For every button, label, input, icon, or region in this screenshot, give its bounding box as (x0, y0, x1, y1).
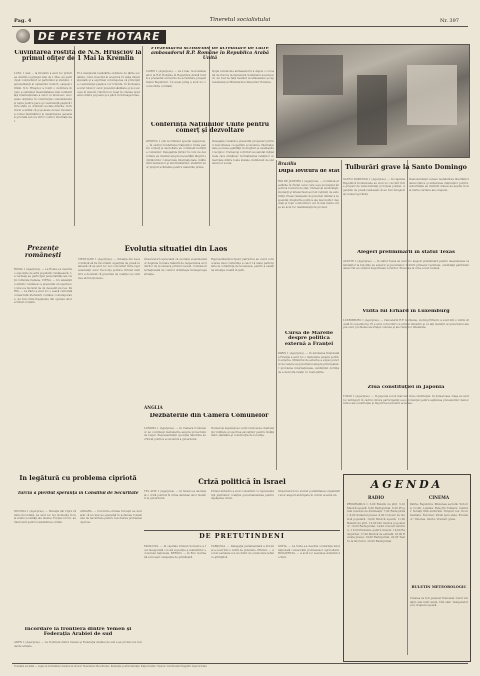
agenda-cinema-list: Patria, Republica: Misiunea secretă. Victoria: Codin. Lumina: Fata din Yonkers. Central: Soldaţi fără uniformă. Timpuri noi: Documentare. Feroviar: Drum spre stele. Excelsior: Tăcerea. Gloria: Vremuri grele. (410, 503, 468, 521)
article-body: MOSCOVA. — În capitala Uniunii Sovietice a fost inaugurată o nouă expoziţie a realizărilor economiei naţionale. BERLIN. — În R.D. Germană a început campania de primăvară. (144, 545, 206, 560)
article-headline: Vizita lui Erhard în Luxemburg (362, 309, 450, 314)
article-body: VIENTIANE 1 (Agerpres). — Situaţia din Laos continuă să fie încordată. Agenţiile de presă relatează că au avut loc noi convorbiri între reprezentanţii celor trei forţe politice. Primul ministru a declarat că guvernul de coaliţie va continua să funcţioneze. (78, 258, 140, 280)
article-body: VARŞOVIA. — Delegaţia parlamentară a Poloniei a sosit într-o vizită de prietenie. PRAGA. — Au fost semnate noi acorduri de colaborare tehnico-ştiinţifică. (211, 545, 274, 560)
article-body: TEL AVIV 1 (Agerpres). — În Israel s-a declanşat o criză politică în urma demisiei unor membri ai guvernului. (144, 490, 206, 501)
article-body: ROMA 1 (Agerpres). — La Roma s-a deschis o expoziţie de artă populară românească. La vernisaj au participat personalităţi ale vieţii culturale italiene. VIENA. — Un ansamblu artistic românesc a prezentat un spectacol care s-a bucurat de un deosebit succes. PARIS. — La Paris a avut loc o seară culturală consacrată literaturii române contemporane. Au fost citite fragmente din operele unor scriitori români. (14, 268, 72, 305)
agenda-radio-heading: RADIO (368, 495, 384, 500)
article-body: Reprezentanţii forţelor patriotice au cerut convocarea unei conferinţe a celor 14 state participante la conferinţa de la Geneva, pentru a examina situaţia creată în ţară. (211, 258, 274, 273)
article-body: După ceremonie ambasadorul a depus o coroană de flori la monumentul Soldatului necunoscut. Au fost de faţă membri ai ambasadei şi reprezentanţi ai Ministerului Afacerilor Externe. (212, 70, 274, 85)
article-headline: Ziua constituției în Japonia (367, 385, 445, 390)
page-number: Pag. 4 (14, 18, 32, 24)
article-body: Delegaţia română a prezentat propuneri privind dezvoltarea cooperării economice internaţionale pe baza egalităţii în drepturi şi avantajului reciproc. Numeroşi vorbitori au salutat iniţiativele care urmăresc normalizarea relaţiilor comerciale dintre toate statele, indiferent de sistemul lor social. (212, 140, 274, 166)
article-headline: Tulburări grave la Santo Domingo (345, 164, 467, 171)
issue-number: Nr. 397 (440, 18, 459, 24)
article-body: AUSTIN 1 (Agerpres). — În statul Texas au avut loc alegeri preliminarii pentru desemnarea candidaţilor la funcţiile de senator şi guvernator. Potrivit primelor rezultate, candidaţii partidului democrat au obţinut majoritatea voturilor. Prezenţa la urne a fost redusă. (343, 260, 469, 271)
article-body: SOFIA. — La Sofia s-a deschis conferinţa internaţională consacrată problemelor agriculturii. BUDAPESTA. — A avut loc sesiunea Adunării de Stat. (278, 545, 340, 560)
agenda-weather-text: Vremea va fi în general frumoasă. Cerul variabil, mai mult senin. Vînt slab. Temperatura în creştere uşoară. (410, 597, 468, 608)
article-body: Primul ministru a avut consultări cu reprezentanţii partidelor coaliţiei guvernamentale pentru depăşirea crizei. (211, 490, 274, 501)
article-headline: Evoluția situației din Laos (124, 245, 228, 253)
section-banner: DE PESTE HOTARE (34, 30, 166, 44)
newspaper-name: Tineretul socialistului (209, 17, 271, 23)
article-body: LUNI, 1 mai — la Kremlin a avut loc primirea oferită cu prilejul zilei de 1 Mai. Au participat conducători ai partidului şi statului, reprezentanţi ai oamenilor muncii, oaspeţi străini. N.S. Hruşciov a rostit o cuvîntare în care a subliniat însemnătatea zilei solidarităţii internaţionale a celor ce muncesc, succesele obţinute în construcţia comunismului şi lupta pentru pace şi coexistenţă paşnică între state cu orînduiri sociale diferite. Vorbitorul a arătat că popoarele doresc încetarea cursei înarmărilor şi dezarmarea generală şi totală sub un strict control internaţional. (14, 72, 72, 124)
article-body: El a menţionat realizările obţinute de ţările socialiste, rolul crescînd al acestora în viaţa internaţională şi a exprimat convingerea că principiile coexistenţei paşnice vor triumfa. În încheiere a urat tuturor celor prezenţi sănătate şi noi succese în muncă, ridicînd un toast în cinstea prieteniei dintre popoare şi a păcii în întreaga lume. (77, 72, 140, 98)
article-body: Observatorii apreciază că evoluţia evenimentelor depinde în mare măsură de respectarea acordurilor de la Geneva privind Laosul. Comisia internaţională de control urmăreşte îndeaproape situaţia. (144, 258, 207, 276)
article-headline: După lovitura de stat (278, 169, 340, 174)
article-body: RIO DE JANEIRO 1 (Agerpres). — Continuă arestările în rîndul celor care s-au pronunţat împotriva loviturii de stat. Numeroşi sindicalişti, studenţi şi intelectuali au fost reţinuţi de autorităţi. Presa relatează că guvernul militar a suspendat drepturile politice ale mai multor deputaţi şi foşti conducători, iar în mai multe oraşe au avut loc manifestaţii de protest. (278, 180, 339, 209)
article-headline: Incordare la frontiera dintre Yemen și Federația Arabiei de sud (24, 627, 132, 638)
agenda-radio-list: PROGRAMUL I. 5,00 Buletin de ştiri. 5,10 Muzică uşoară. 6,00 Radiojurnal. 6,30 Program muzical de dimineaţă. 7,00 Radiojurnal. 8,00 Sumarul presei. 9,00 Concert de muzică populară. 10,00 Muzică uşoară. 11,00 Buletin de ştiri. 12,00 Din muzica popoarelor. 13,00 Radiojurnal. 14,00 Concert simfonic. 15,00 Emisiune pentru tineret. 16,00 Radiojurnal. 17,00 Muzică de estradă. 18,00 Revista presei. 19,00 Radiojurnal. 20,00 Teatru la microfon. 22,00 Radiojurnal. (347, 503, 405, 544)
article-body: LUXEMBURG 1 (Agerpres). — Cancelarul R.F. Germane, Ludwig Erhard, a sosit într-o vizită oficială în Luxemburg. El a avut convorbiri cu primul ministru şi cu alţi membri ai guvernului asupra unor probleme ale Pieţei comune şi ale relaţiilor bilaterale. (343, 319, 469, 330)
article-body: CAIRO 1 (Agerpres). — La 2 mai, noul ambasador al R.P. Române în Republica Arabă Unită a prezentat scrisorile de acreditare preşedintelui Republicii. Cu acest prilej a avut loc o convorbire cordială. (146, 70, 206, 88)
article-body: ADEN 1 (Agerpres). — La frontiera dintre Yemen şi Federaţia Arabiei de sud s-au produs noi incidente armate. (14, 641, 142, 648)
article-headline: Cursa de Marelie despre politica externă a Franței (284, 331, 334, 347)
article-body: SANTO DOMINGO 1 (Agerpres). — În capitala Republicii Dominicane au avut loc ciocniri între grupuri de demonstranţi şi forţele poliţiei. Agenţiile de presă relatează că au fost înregistraţi numeroşi răniţi. (343, 178, 405, 196)
globe-icon (16, 29, 30, 43)
section-heading: DE PRETUTINDENI (199, 533, 285, 540)
article-body: ANKARA. — Cercurile oficiale turceşti au declarat că nu mai au speranţă în acţiunea Consiliului de Securitate pentru rezolvarea problemei cipriote. (80, 510, 142, 525)
article-subtitle: Turcia a pierdut speranța în Consiliul de Securitate (17, 491, 139, 495)
agenda-title: AGENDĂ (370, 479, 444, 491)
news-photo (276, 44, 470, 158)
article-headline: Criză politică în Israel (198, 478, 286, 486)
agenda-weather-heading: BULETIN METEOROLOGIC (411, 585, 467, 589)
footer-imprint: Tineretul socialist — organ al Comitetului Central al Uniunii Tineretului Muncitoresc. Redacţia şi administraţia: Piaţa Scînteii. Tiparul: Combinatul Poligrafic Casa Scînteii. (14, 665, 208, 668)
article-headline: Prezențe românești (24, 245, 62, 259)
article-headline: În legătură cu problema cipriotă (19, 475, 137, 482)
article-headline: Dezbaterile din Camera Comunelor (149, 413, 269, 419)
article-kicker: Brazilia (278, 161, 297, 166)
article-body: LONDRA 1 (Agerpres). — În Camera Comunelor au continuat dezbaterile asupra proiectului de buget. Reprezentanţii opoziţiei laburiste au criticat politica economică a guvernului. (144, 427, 206, 442)
article-kicker: ANGLIA (144, 405, 163, 410)
article-body: NICOSIA 1 (Agerpres). — Situaţia din Cipru rămîne încordată. Au avut loc noi incidente în mai multe localităţi ale insulei. Forţele O.N.U. au intervenit pentru restabilirea ordinii. (14, 510, 76, 525)
article-headline: Alegeri preliminarii în statul Texas (357, 250, 455, 255)
article-body: Observatorii nu exclud posibilitatea organizării unor alegeri anticipate în cursul acestui an. (278, 490, 340, 497)
article-headline: Prezentarea scrisorilor de acreditare de către ambasadorul R.P. Române în Republica Arabă Unită (150, 47, 270, 61)
article-body: Numeroşi deputaţi au cerut reducerea cheltuielilor militare şi sporirea alocaţiilor pentru învăţămînt, sănătate şi construcţia de locuinţe. (211, 427, 274, 438)
article-body: PARIS 1 (Agerpres). — În Adunarea Naţională a Franţei a avut loc o dezbatere asupra politicii externe. Ministrul de externe a expus punctul de vedere al guvernului asupra principalelor probleme internaţionale, subliniind dorinţa de a dezvolta relaţii cu toate ţările. (278, 352, 339, 374)
article-body: TOKIO 1 (Agerpres). — În Japonia a fost marcată ziua constituţiei. În numeroase oraşe au avut loc mitinguri în cadrul cărora participanţii s-au pronunţat pentru apărarea prevederilor democratice ale constituţiei şi împotriva revizuirii acesteia. (343, 395, 469, 406)
agenda-cinema-heading: CINEMA (428, 495, 450, 500)
article-headline: Cuvîntarea rostită de N.S. Hrușciov la primul ofiţer de 1 Mai la Kremlin (14, 50, 142, 63)
article-body: Demonstranţii cereau restabilirea libertăţilor democratice şi eliberarea deţinuţilor politici. Autorităţile au instituit starea de asediu în mai multe cartiere ale oraşului. (409, 178, 469, 193)
article-headline: Conferința Națiunilor Unite pentru comerț și dezvoltare (150, 122, 270, 135)
article-body: GENEVA 1 (De la trimisul special Agerpres). — În cadrul Conferinţei Naţiunilor Unite pentru comerţ şi dezvoltare au continuat lucrările comisiilor. Delegaţiile ţărilor în curs de dezvoltare au insistat asupra necesităţii lărgirii schimburilor comerciale internaţionale, înlăturării barierelor şi discriminărilor, stabilirii unor preţuri echitabile pentru materiile prime. (146, 140, 206, 169)
agenda-box (343, 474, 471, 662)
